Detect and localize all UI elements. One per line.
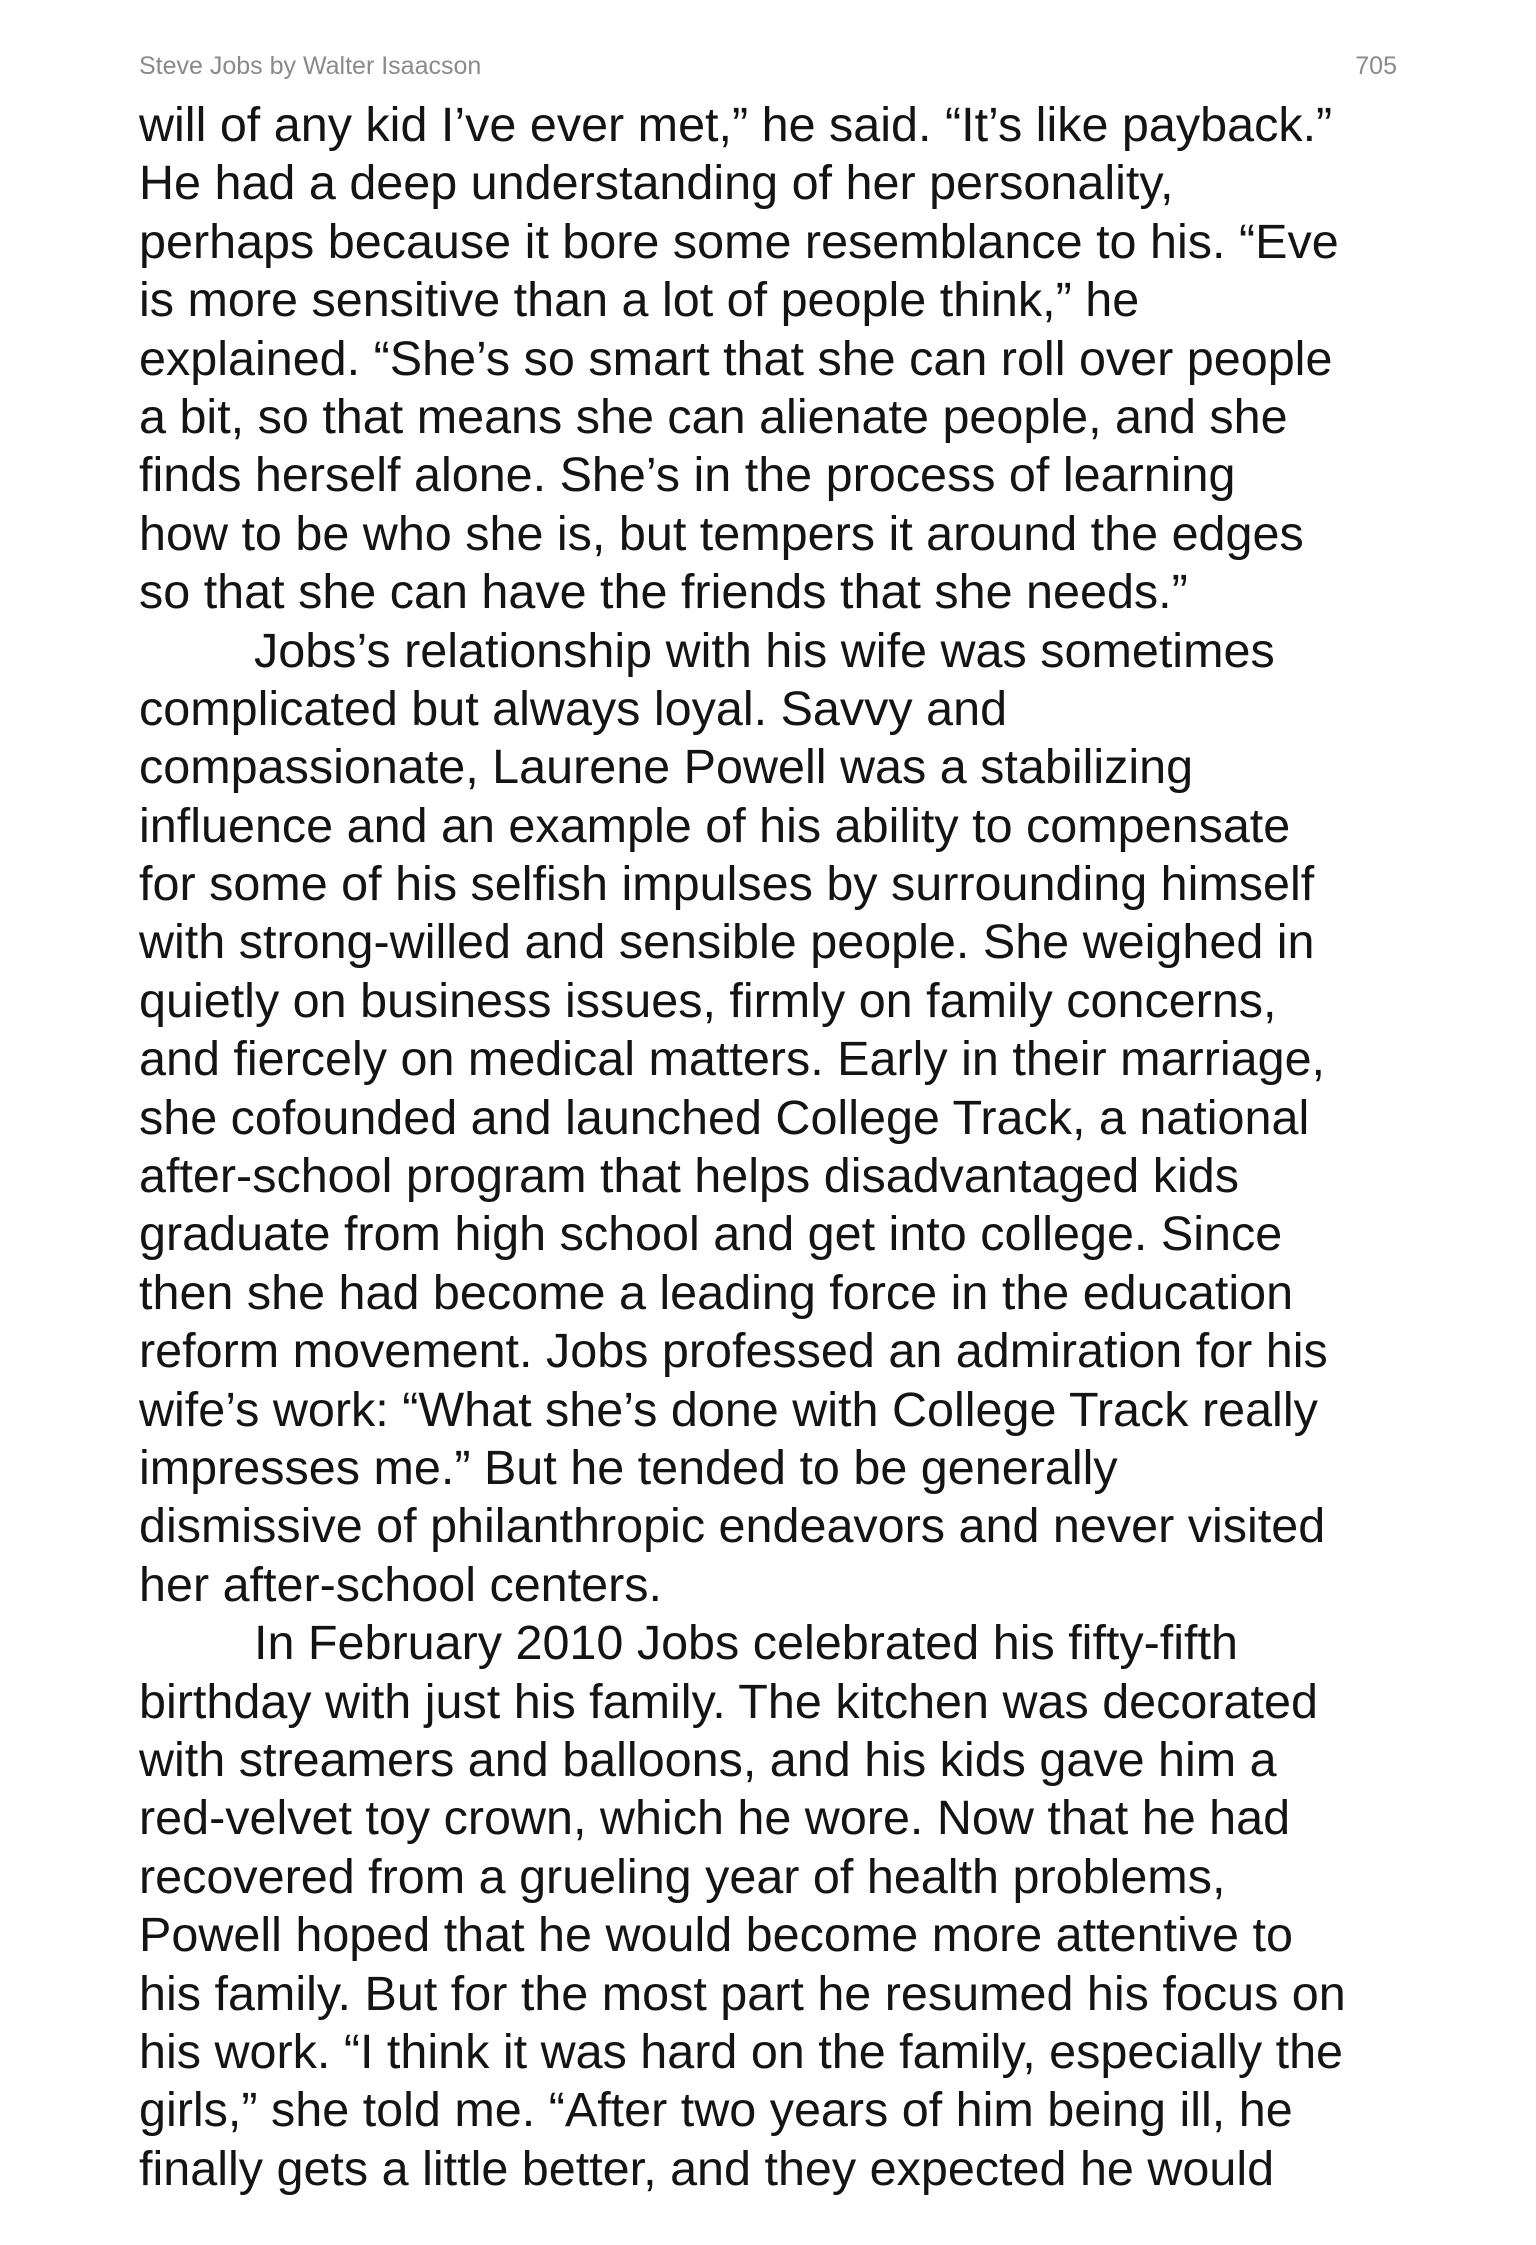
text-line: birthday with just his family. The kitchen was decorated [139, 1674, 1318, 1729]
text-line: influence and an example of his ability to compensate [139, 798, 1291, 853]
text-line: her after-school centers. [139, 1557, 662, 1612]
text-line: girls,” she told me. “After two years of him being ill, he [139, 2083, 1293, 2138]
text-line: finds herself alone. She’s in the process of learning [139, 448, 1236, 503]
text-line: then she had become a leading force in the education [139, 1265, 1294, 1320]
body-text [139, 96, 1401, 2198]
text-line: is more sensitive than a lot of people think,” he [139, 273, 1140, 328]
text-line: a bit, so that means she can alienate people, and she [139, 389, 1288, 444]
text-line: dismissive of philanthropic endeavors and never visited [139, 1499, 1326, 1554]
text-line: compassionate, Laurene Powell was a stabilizing [139, 740, 1194, 795]
page-number: 705 [1355, 51, 1397, 80]
text-line: complicated but always loyal. Savvy and [139, 681, 1008, 736]
text-line: Powell hoped that he would become more attentive to [139, 1908, 1293, 1963]
paragraph-first-line: Jobs’s relationship with his wife was sometimes [254, 623, 1275, 678]
text-line: his family. But for the most part he resumed his focus on [139, 1966, 1346, 2021]
text-line: explained. “She’s so smart that she can roll over people [139, 331, 1333, 386]
text-line: graduate from high school and get into college. Since [139, 1207, 1283, 1262]
text-line: she cofounded and launched College Track, a national [139, 1090, 1310, 1145]
text-line: reform movement. Jobs professed an admiration for his [139, 1324, 1328, 1379]
text-line: recovered from a grueling year of health problems, [139, 1849, 1226, 1904]
paragraph-first-line: In February 2010 Jobs celebrated his fifty-fifth [254, 1616, 1238, 1671]
text-line: He had a deep understanding of her personality, [139, 156, 1174, 211]
text-line: and fiercely on medical matters. Early in their marriage, [139, 1032, 1326, 1087]
text-line: quietly on business issues, firmly on family concerns, [139, 973, 1277, 1028]
text-line: with streamers and balloons, and his kids gave him a [139, 1732, 1277, 1787]
text-line: wife’s work: “What she’s done with College Track really [139, 1382, 1318, 1437]
text-line: so that she can have the friends that she needs.” [139, 565, 1188, 620]
text-line: will of any kid I’ve ever met,” he said. “It’s like payback.” [139, 98, 1333, 152]
book-title: Steve Jobs by Walter Isaacson [139, 51, 482, 80]
text-line: for some of his selfish impulses by surrounding himself [139, 857, 1315, 912]
text-line: impresses me.” But he tended to be generally [139, 1440, 1118, 1495]
text-line: perhaps because it bore some resemblance to his. “Eve [139, 214, 1339, 269]
text-line: red-velvet toy crown, which he wore. Now that he had [139, 1791, 1291, 1846]
text-line: with strong-willed and sensible people. She weighed in [139, 915, 1315, 970]
text-line: his work. “I think it was hard on the family, especially the [139, 2024, 1344, 2079]
running-header [139, 50, 1397, 82]
text-line: finally gets a little better, and they expected he would [139, 2141, 1275, 2196]
text-line: after-school program that helps disadvantaged kids [139, 1149, 1239, 1204]
text-line: how to be who she is, but tempers it around the edges [139, 506, 1304, 561]
